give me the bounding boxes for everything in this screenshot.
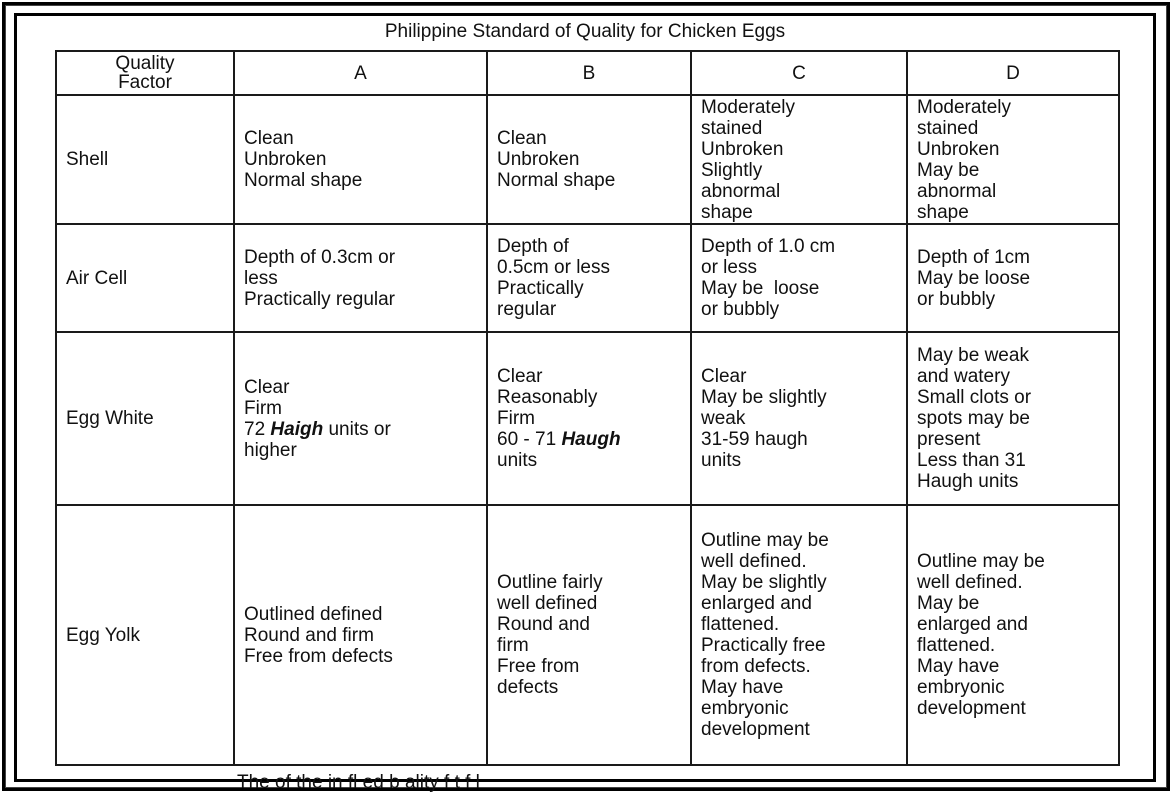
grade-a-cell: Clean Unbroken Normal shape	[234, 95, 487, 224]
table-row-air-cell	[56, 224, 1119, 332]
page-title: Philippine Standard of Quality for Chicken Eggs	[384, 21, 786, 42]
table-row-egg-yolk	[56, 505, 1119, 765]
grade-a-cell: Outlined defined Round and firm Free from defects	[234, 505, 487, 765]
cut-off-paragraph-text: The of the in fl ed b ality f t f l	[237, 772, 480, 793]
grade-a-cell: Clear Firm 72 Haigh units or higher	[234, 332, 487, 505]
header-grade-a: A	[234, 51, 487, 95]
header-grade-b: B	[487, 51, 691, 95]
factor-cell: Egg Yolk	[56, 505, 234, 765]
grade-c-cell: Clear May be slightly weak 31-59 haugh units	[691, 332, 907, 505]
factor-cell: Air Cell	[56, 224, 234, 332]
table-row-egg-white	[56, 332, 1119, 505]
grade-b-cell: Depth of 0.5cm or less Practically regular	[487, 224, 691, 332]
grade-d-cell: Depth of 1cm May be loose or bubbly	[907, 224, 1119, 332]
quality-table	[55, 50, 1120, 766]
table-header-row	[56, 51, 1119, 95]
haugh-emphasis: Haigh	[270, 418, 324, 440]
header-grade-c: C	[691, 51, 907, 95]
factor-cell: Shell	[56, 95, 234, 224]
grade-d-cell: Outline may be well defined. May be enlarged and flattened. May have embryonic development	[907, 505, 1119, 765]
grade-c-cell: Depth of 1.0 cm or less May be loose or bubbly	[691, 224, 907, 332]
haugh-emphasis: Haugh	[561, 429, 621, 450]
table-row-shell	[56, 95, 1119, 224]
document-page	[14, 13, 1156, 793]
grade-b-cell: Clean Unbroken Normal shape	[487, 95, 691, 224]
header-grade-d: D	[907, 51, 1119, 95]
grade-c-cell: Moderately stained Unbroken Slightly abnormal shape	[691, 95, 907, 224]
grade-d-cell: May be weak and watery Small clots or spots may be present Less than 31 Haugh units	[907, 332, 1119, 505]
grade-c-cell: Outline may be well defined. May be slightly enlarged and flattened. Practically free from defects. May have embryonic development	[691, 505, 907, 765]
grade-b-cell: Outline fairly well defined Round and firm Free from defects	[487, 505, 691, 765]
grade-d-cell: Moderately stained Unbroken May be abnormal shape	[907, 95, 1119, 224]
factor-cell: Egg White	[56, 332, 234, 505]
grade-a-cell: Depth of 0.3cm or less Practically regular	[234, 224, 487, 332]
grade-b-cell: Clear Reasonably Firm 60 - 71 Haugh units	[487, 332, 691, 505]
header-quality-factor: Quality Factor	[56, 51, 234, 95]
